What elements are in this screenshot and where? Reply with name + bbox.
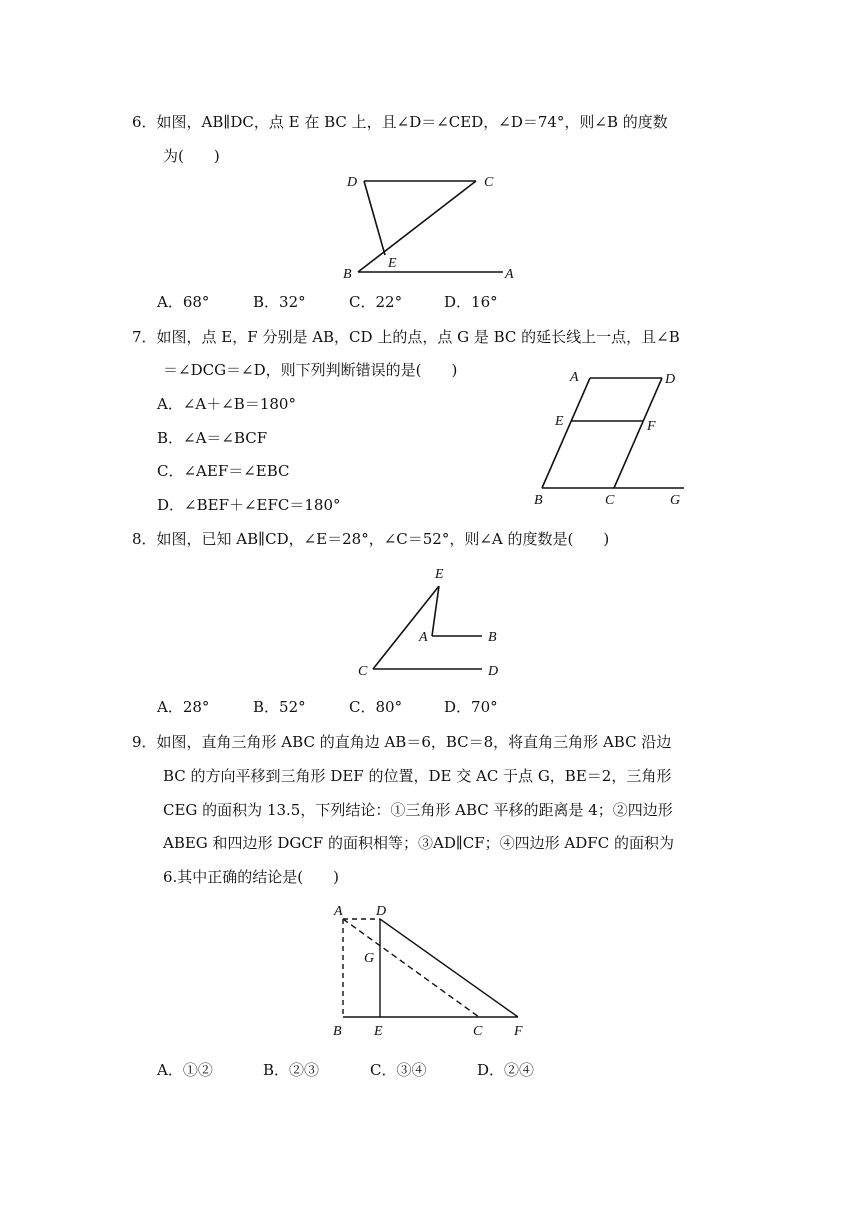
q9-label-E: E — [374, 1024, 383, 1039]
q7-option-b: B．∠A＝∠BCF — [157, 429, 268, 447]
q7-label-G: G — [670, 493, 681, 508]
q7-option-a: A．∠A＋∠B＝180° — [157, 395, 296, 413]
q6-label-C: C — [484, 175, 494, 190]
q9-option-a: A．①② — [157, 1061, 213, 1079]
q7-stem-line1: 7．如图，点 E，F 分别是 AB，CD 上的点，点 G 是 BC 的延长线上一点，且∠B — [132, 328, 680, 346]
q8-label-E: E — [435, 567, 444, 582]
q9-segment-DF — [380, 919, 518, 1017]
q8-label-B: B — [488, 630, 497, 645]
q8-option-d: D．70° — [444, 698, 498, 716]
q9-stem-line5: 6.其中正确的结论是( ) — [163, 868, 340, 886]
q9-stem-line2: BC 的方向平移到三角形 DEF 的位置，DE 交 AC 于点 G，BE＝2，三角形 — [163, 767, 672, 785]
q9-segment-AC — [343, 919, 479, 1017]
q7-option-d: D．∠BEF＋∠EFC＝180° — [157, 496, 341, 514]
q9-option-b: B．②③ — [263, 1061, 320, 1079]
q8-option-c: C．80° — [349, 698, 403, 716]
q6-stem-line1: 6．如图，AB∥DC，点 E 在 BC 上，且∠D＝∠CED，∠D＝74°，则∠B 的度数 — [132, 113, 668, 131]
q6-label-A: A — [505, 267, 514, 282]
q7-label-B: B — [534, 493, 543, 508]
q6-option-b: B．32° — [253, 293, 306, 311]
q8-option-a: A．28° — [157, 698, 210, 716]
q7-label-A: A — [570, 370, 579, 385]
q6-label-E: E — [388, 256, 397, 271]
q9-label-B: B — [333, 1024, 342, 1039]
q6-option-a: A．68° — [157, 293, 210, 311]
q9-label-C: C — [473, 1024, 483, 1039]
q6-label-D: D — [347, 175, 358, 190]
q9-stem-line1: 9．如图，直角三角形 ABC 的直角边 AB＝6，BC＝8，将直角三角形 ABC 沿边 — [132, 733, 672, 751]
q6-option-d: D．16° — [444, 293, 498, 311]
q9-option-c: C．③④ — [370, 1061, 427, 1079]
q9-option-d: D．②④ — [477, 1061, 535, 1079]
q9-label-A: A — [334, 904, 343, 919]
q9-label-D: D — [376, 904, 387, 919]
q9-stem-line4: ABEG 和四边形 DGCF 的面积相等；③AD∥CF；④四边形 ADFC 的面积为 — [163, 834, 674, 852]
q7-label-E: E — [555, 414, 564, 429]
q8-label-C: C — [358, 664, 368, 679]
q7-label-F: F — [647, 419, 656, 434]
q7-stem-line2: ＝∠DCG＝∠D，则下列判断错误的是( ) — [163, 361, 458, 379]
q7-label-C: C — [605, 493, 615, 508]
q9-stem-line3: CEG 的面积为 13.5，下列结论：①三角形 ABC 平移的距离是 4；②四边形 — [163, 801, 673, 819]
q6-option-c: C．22° — [349, 293, 403, 311]
q8-label-A: A — [419, 630, 428, 645]
q7-option-c: C．∠AEF＝∠EBC — [157, 462, 290, 480]
q9-label-F: F — [514, 1024, 523, 1039]
q6-stem-line2: 为( ) — [163, 147, 220, 165]
q8-option-b: B．52° — [253, 698, 306, 716]
q6-label-B: B — [343, 267, 352, 282]
q8-stem-line1: 8．如图，已知 AB∥CD，∠E＝28°，∠C＝52°，则∠A 的度数是( ) — [132, 530, 610, 548]
q7-label-D: D — [665, 372, 676, 387]
q9-label-G: G — [364, 951, 375, 966]
q8-label-D: D — [488, 664, 499, 679]
